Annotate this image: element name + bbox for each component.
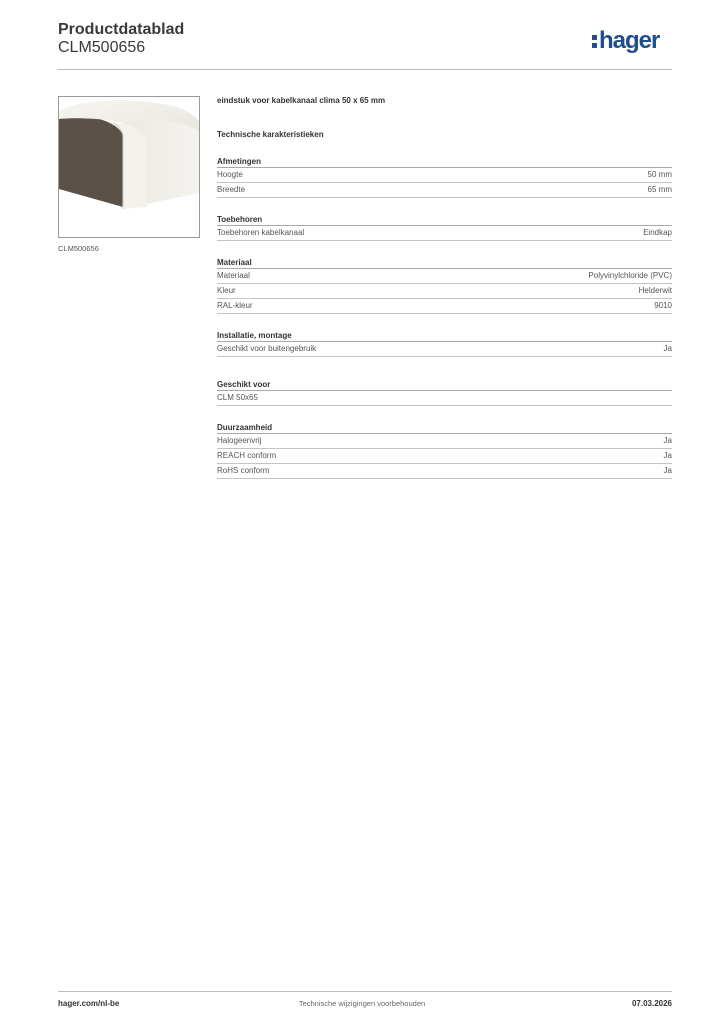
spec-content: [217, 96, 672, 479]
logo-dots-icon: [592, 35, 597, 48]
spec-label: REACH conform: [217, 451, 277, 460]
spec-row: [217, 342, 672, 357]
spec-value: Ja: [663, 466, 672, 475]
spec-row: [217, 464, 672, 479]
hager-logo: [592, 26, 659, 56]
spec-label: Halogeenvrij: [217, 436, 262, 445]
section-title: Afmetingen: [217, 156, 672, 168]
spec-value: Eindkap: [643, 228, 672, 237]
section-toebehoren: [217, 214, 672, 241]
spec-row: [217, 226, 672, 241]
footer-divider: [58, 991, 672, 992]
image-caption: CLM500656: [58, 244, 99, 253]
spec-value: Polyvinylchloride (PVC): [588, 271, 672, 280]
spec-value: 9010: [654, 301, 672, 310]
spec-row: [217, 449, 672, 464]
header-divider: [58, 69, 672, 70]
section-afmetingen: [217, 156, 672, 198]
spec-row: [217, 269, 672, 284]
product-image: [58, 96, 200, 238]
spec-label: Hoogte: [217, 170, 243, 179]
spec-row: [217, 434, 672, 449]
section-title: Geschikt voor: [217, 379, 672, 391]
spec-row: [217, 183, 672, 198]
spec-subtitle: Technische karakteristieken: [217, 130, 324, 139]
section-title: Installatie, montage: [217, 330, 672, 342]
section-materiaal: [217, 257, 672, 314]
spec-row: [217, 299, 672, 314]
spec-value: Ja: [663, 344, 672, 353]
spec-value: 50 mm: [647, 170, 672, 179]
section-duurzaamheid: [217, 422, 672, 479]
page-title: Productdatablad: [58, 21, 185, 38]
spec-label: RAL-kleur: [217, 301, 253, 310]
spec-label: Materiaal: [217, 271, 250, 280]
spec-label: Geschikt voor buitengebruik: [217, 344, 317, 353]
section-title: Materiaal: [217, 257, 672, 269]
product-description: eindstuk voor kabelkanaal clima 50 x 65 mm: [217, 96, 386, 105]
spec-label: Kleur: [217, 286, 236, 295]
section-geschikt-voor: [217, 379, 672, 406]
spec-value: Helderwit: [638, 286, 672, 295]
section-installatie: [217, 330, 672, 357]
section-title: Toebehoren: [217, 214, 672, 226]
spec-label: CLM 50x65: [217, 393, 258, 402]
spec-value: Ja: [663, 451, 672, 460]
spec-value: Ja: [663, 436, 672, 445]
spec-label: RoHS conform: [217, 466, 270, 475]
footer-notice: Technische wijzigingen voorbehouden: [298, 999, 426, 1008]
product-code: CLM500656: [58, 39, 146, 56]
spec-row: [217, 168, 672, 183]
spec-row: [217, 284, 672, 299]
logo-text: hager: [599, 27, 660, 54]
spec-label: Breedte: [217, 185, 246, 194]
spec-row: [217, 391, 672, 406]
footer-website-link[interactable]: hager.com/nl-be: [58, 999, 120, 1008]
spec-label: Toebehoren kabelkanaal: [217, 228, 305, 237]
footer-date: 07.03.2026: [631, 999, 672, 1008]
spec-value: 65 mm: [647, 185, 672, 194]
section-title: Duurzaamheid: [217, 422, 672, 434]
